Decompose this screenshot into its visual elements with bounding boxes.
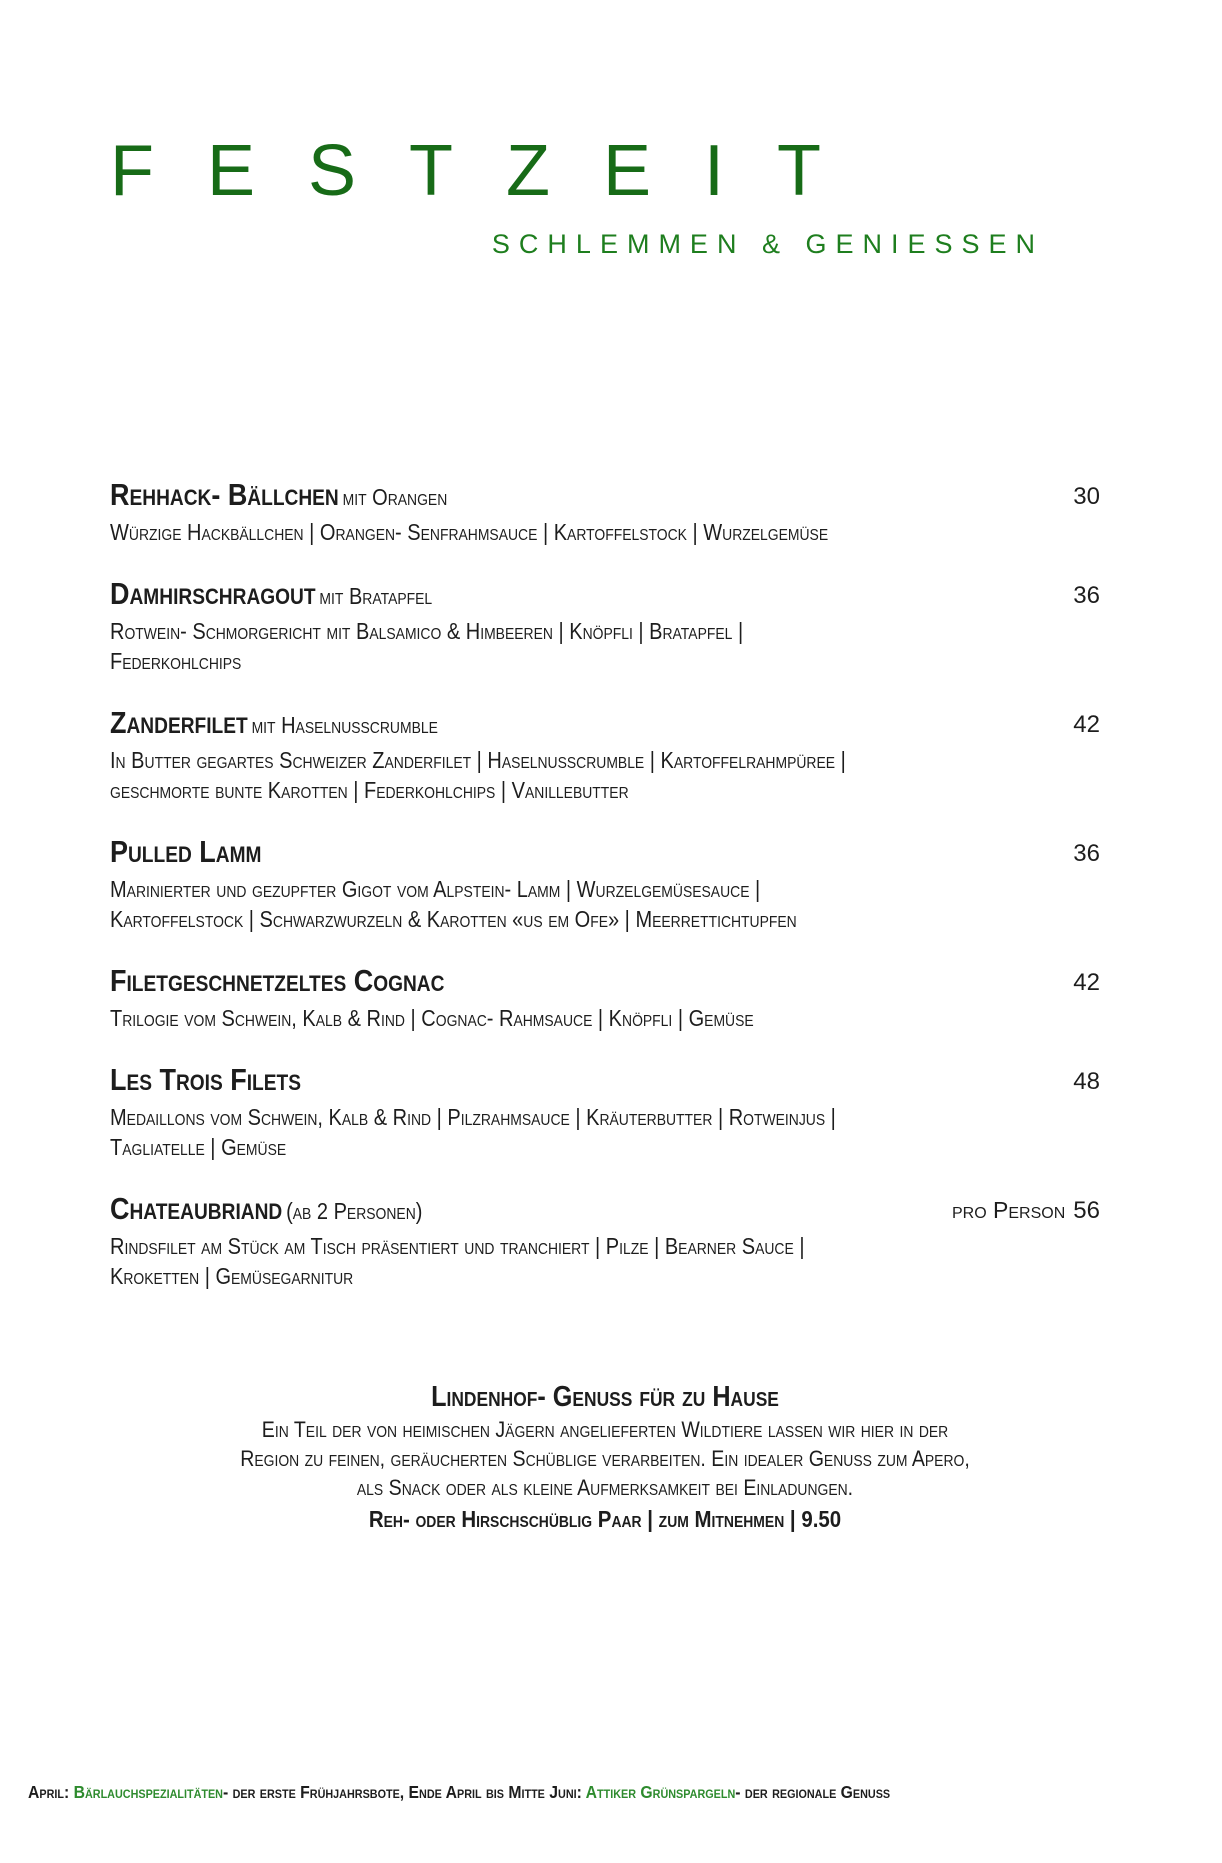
promo-offer: Reh- oder Hirschschüblig Paar | zum Mitnehmen | 9.50 bbox=[368, 1506, 842, 1532]
dish-price: 36 bbox=[1073, 840, 1100, 867]
menu-item-head bbox=[110, 478, 1100, 517]
menu-item bbox=[110, 478, 1100, 547]
dish-price: 42 bbox=[1073, 711, 1100, 738]
menu-item bbox=[110, 964, 1100, 1033]
footer-highlight: Attiker Grünspargeln bbox=[585, 1782, 736, 1802]
dish-description: Rotwein- Schmorgericht mit Balsamico & Himbeeren | Knöpfli | Bratapfel | bbox=[110, 618, 744, 644]
price-value: 56 bbox=[1073, 1197, 1100, 1224]
dish-description: Würzige Hackbällchen | Orangen- Senfrahmsauce | Kartoffelstock | Wurzelgemüse bbox=[110, 519, 829, 545]
dish-description: Kartoffelstock | Schwarzwurzeln & Karotten «us em Ofe» | Meerrettichtupfen bbox=[110, 906, 797, 932]
menu-header bbox=[0, 131, 1222, 260]
promo-text-line: Region zu feinen, geräucherten Schüblige verarbeiten. Ein idealer Genuss zum Apero, bbox=[240, 1446, 970, 1471]
dish-addon: mit Orangen bbox=[342, 484, 448, 510]
footer-text: April: bbox=[28, 1782, 74, 1802]
dish-name: Pulled Lamm bbox=[110, 834, 262, 869]
menu-item-head bbox=[110, 964, 1100, 1003]
dish-addon: (ab 2 Personen) bbox=[286, 1198, 423, 1224]
dish-addon: mit Haselnusscrumble bbox=[251, 712, 438, 738]
dish-addon: mit Bratapfel bbox=[319, 583, 433, 609]
promo-text-line: als Snack oder als kleine Aufmerksamkeit bei Einladungen. bbox=[356, 1475, 854, 1500]
dish-name: Chateaubriand bbox=[110, 1191, 283, 1226]
menu-item bbox=[110, 1063, 1100, 1162]
promo-title: Lindenhof- Genuss für zu Hause bbox=[431, 1381, 779, 1413]
dish-description: Medaillons vom Schwein, Kalb & Rind | Pilzrahmsauce | Kräuterbutter | Rotweinjus | bbox=[110, 1104, 836, 1130]
footer-highlight: Bärlauchspezialitäten bbox=[73, 1782, 223, 1802]
menu-item-head bbox=[110, 1063, 1100, 1102]
menu-item-head bbox=[110, 835, 1100, 874]
dish-name: Filetgeschnetzeltes Cognac bbox=[110, 963, 445, 998]
dish-description: Kroketten | Gemüsegarnitur bbox=[110, 1263, 354, 1289]
menu-item-head bbox=[110, 706, 1100, 745]
dish-description: Marinierter und gezupfter Gigot vom Alpstein- Lamm | Wurzelgemüsesauce | bbox=[110, 876, 761, 902]
dish-price: 36 bbox=[1073, 582, 1100, 609]
footer-text: - der regionale Genuss bbox=[735, 1782, 891, 1802]
footer-text: - der erste Frühjahrsbote, Ende April bis Mitte Juni: bbox=[222, 1782, 586, 1802]
seasonal-footer-note bbox=[28, 1781, 890, 1803]
menu-list bbox=[110, 478, 1100, 1291]
takeaway-promo bbox=[110, 1379, 1100, 1535]
dish-price: 48 bbox=[1073, 1068, 1100, 1095]
dish-name: Damhirschragout bbox=[110, 576, 316, 611]
dish-name: Zanderfilet bbox=[110, 705, 248, 740]
menu-item-head bbox=[110, 577, 1100, 616]
dish-description: Federkohlchips bbox=[110, 648, 242, 674]
dish-description: Rindsfilet am Stück am Tisch präsentiert und tranchiert | Pilze | Bearner Sauce | bbox=[110, 1233, 805, 1259]
menu-item bbox=[110, 835, 1100, 934]
dish-description: geschmorte bunte Karotten | Federkohlchips | Vanillebutter bbox=[110, 777, 629, 803]
dish-price: 42 bbox=[1073, 969, 1100, 996]
restaurant-title: FESTZEIT bbox=[110, 131, 874, 211]
dish-price: 30 bbox=[1073, 483, 1100, 510]
menu-item bbox=[110, 706, 1100, 805]
promo-text-line: Ein Teil der von heimischen Jägern angelieferten Wildtiere lassen wir hier in der bbox=[261, 1417, 949, 1442]
menu-item bbox=[110, 1192, 1100, 1291]
menu-item bbox=[110, 577, 1100, 676]
dish-price bbox=[952, 1194, 1100, 1227]
restaurant-subtitle: SCHLEMMEN & GENIESSEN bbox=[491, 229, 1044, 259]
dish-name: Rehhack- Bällchen bbox=[110, 477, 339, 512]
menu-item-head bbox=[110, 1192, 1100, 1231]
dish-description: Tagliatelle | Gemüse bbox=[110, 1134, 287, 1160]
dish-description: Trilogie vom Schwein, Kalb & Rind | Cognac- Rahmsauce | Knöpfli | Gemüse bbox=[110, 1005, 754, 1031]
dish-description: In Butter gegartes Schweizer Zanderfilet | Haselnusscrumble | Kartoffelrahmpüree | bbox=[110, 747, 846, 773]
price-prefix: pro Person bbox=[951, 1197, 1066, 1223]
dish-name: Les Trois Filets bbox=[110, 1062, 301, 1097]
